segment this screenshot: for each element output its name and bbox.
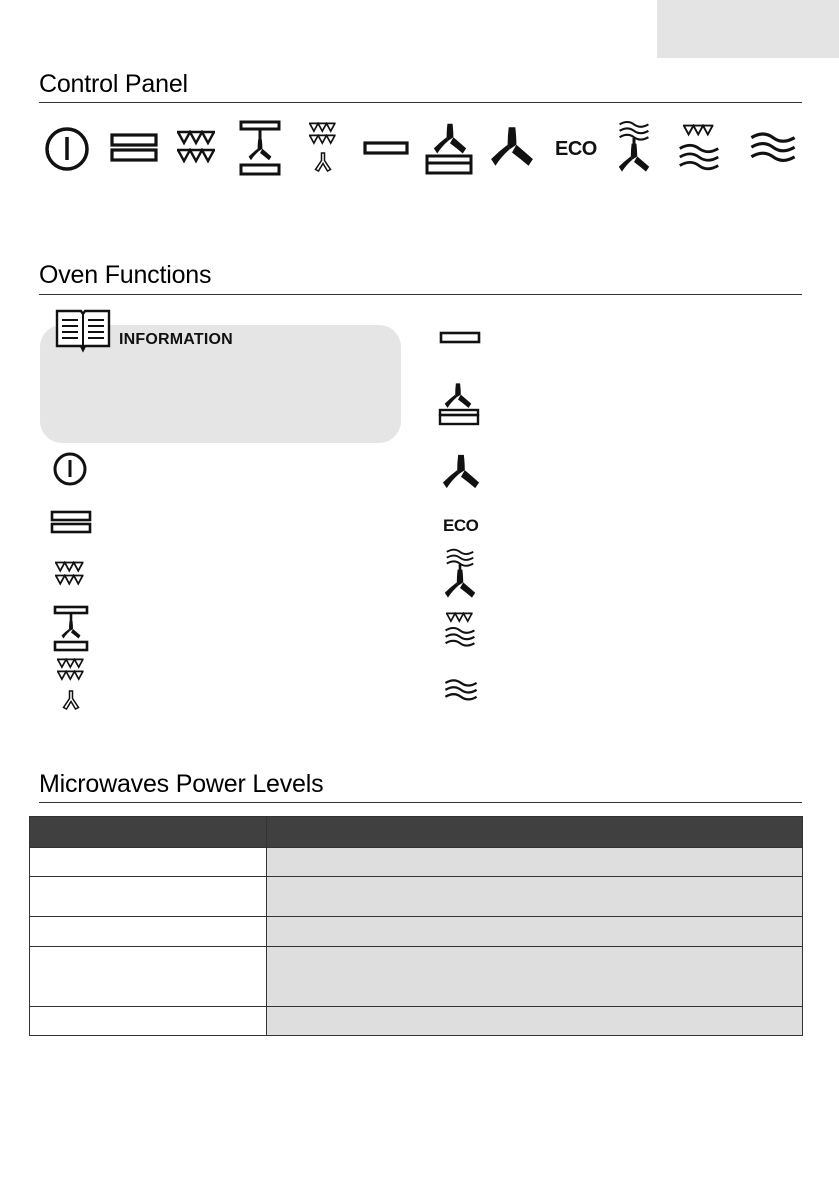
table-row — [30, 947, 803, 1007]
bottom-heat-icon[interactable] — [361, 118, 411, 178]
table-row — [30, 917, 803, 947]
table-cell — [30, 848, 267, 877]
table-cell — [30, 1007, 267, 1036]
top-bottom-fan-icon[interactable] — [235, 118, 287, 178]
microwave-icon[interactable] — [745, 118, 801, 178]
table-row — [30, 1007, 803, 1036]
fan-icon — [440, 451, 484, 493]
eco-icon[interactable]: ECO — [555, 138, 597, 160]
table-cell — [30, 917, 267, 947]
table-cell — [30, 947, 267, 1007]
fan-icon[interactable] — [486, 118, 538, 178]
top-bottom-heat-icon — [50, 509, 94, 537]
table-row — [30, 848, 803, 877]
control-panel-icons — [39, 118, 802, 178]
section-title-oven-functions: Oven Functions — [39, 261, 212, 289]
table-cell — [267, 848, 803, 877]
eco-icon: ECO — [443, 516, 479, 535]
power-icon — [50, 449, 90, 489]
section-rule — [39, 102, 802, 103]
section-title-microwave-power-levels: Microwaves Power Levels — [39, 770, 324, 798]
section-rule — [39, 294, 802, 295]
bottom-heat-icon — [438, 328, 484, 348]
grill-icon — [51, 561, 91, 591]
table-cell — [30, 877, 267, 917]
microwave-fan-icon[interactable] — [611, 118, 657, 178]
microwave-fan-icon — [440, 546, 484, 604]
table-header-cell — [267, 817, 803, 848]
grill-fan-icon — [52, 656, 92, 716]
power-levels-table — [29, 816, 803, 1036]
section-title-control-panel: Control Panel — [39, 70, 188, 98]
table-cell — [267, 877, 803, 917]
table-cell — [267, 917, 803, 947]
top-bottom-heat-icon[interactable] — [109, 118, 161, 178]
table-cell — [267, 1007, 803, 1036]
grill-icon[interactable] — [171, 118, 223, 178]
section-rule — [39, 802, 802, 803]
microwave-grill-icon[interactable] — [673, 118, 725, 178]
information-label: INFORMATION — [119, 331, 233, 348]
table-header-cell — [30, 817, 267, 848]
power-icon[interactable] — [41, 118, 93, 178]
bottom-heat-fan-icon[interactable] — [424, 118, 476, 178]
bottom-heat-fan-icon — [436, 381, 484, 427]
microwave-icon — [440, 676, 484, 704]
table-header-row — [30, 817, 803, 848]
top-bottom-fan-icon — [52, 604, 92, 654]
table-row — [30, 877, 803, 917]
page-tab-marker — [657, 0, 839, 58]
table-cell — [267, 947, 803, 1007]
grill-fan-icon[interactable] — [301, 118, 345, 178]
book-icon — [54, 308, 112, 354]
microwave-grill-icon — [440, 610, 484, 650]
